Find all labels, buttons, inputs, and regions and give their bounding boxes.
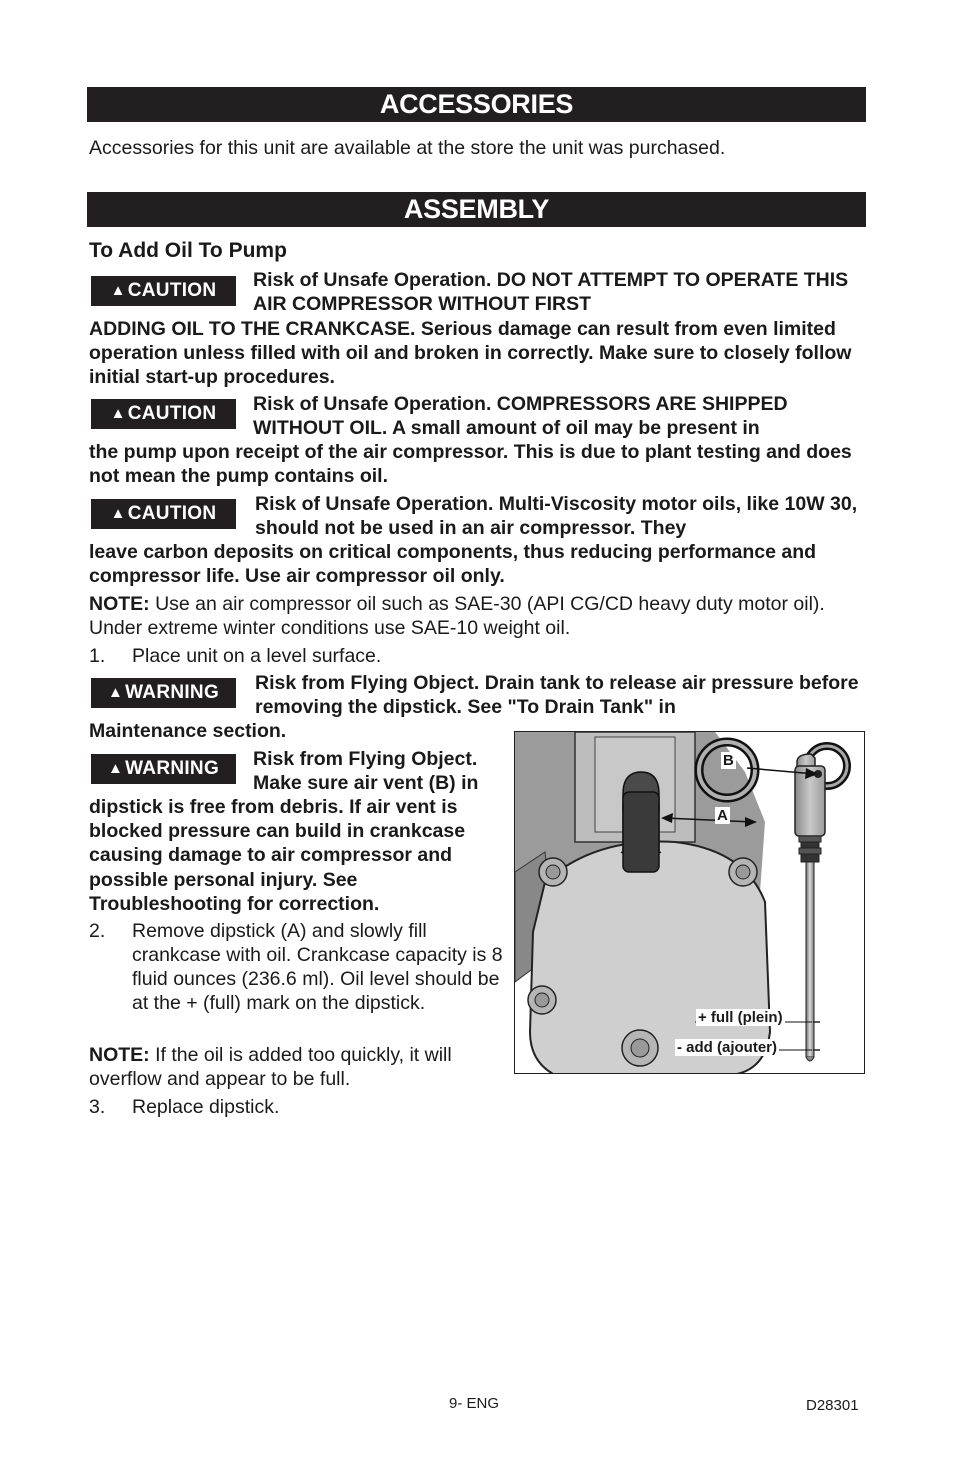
note-2: NOTE: If the oil is added too quickly, it will overflow and appear to be full.: [89, 1044, 452, 1090]
document-code: D28301: [806, 1397, 859, 1414]
warning-triangle-icon: ▲: [110, 505, 126, 522]
caution-3-lead: Risk of Unsafe Operation. Multi-Viscosity motor oils, like 10W 30, should not be used in an air compressor. They: [255, 493, 858, 540]
warning-2-rest: dipstick is free from debris. If air vent is blocked pressure can build in crankcase causing damage to air compressor and possible personal injury. See Troubleshooting for correction.: [89, 796, 466, 915]
label-b: B: [723, 752, 734, 769]
dipstick-detail: [795, 746, 847, 1061]
accessories-text: Accessories for this unit are available at the store the unit was purchased.: [89, 137, 726, 159]
accessories-heading: ACCESSORIES: [87, 87, 866, 122]
add-mark-label: - add (ajouter): [677, 1039, 777, 1056]
step-1: 1. Place unit on a level surface.: [89, 645, 382, 667]
caution-1-rest: ADDING OIL TO THE CRANKCASE. Serious damage can result from even limited operation unless filled with oil and broken in correctly. Make sure to closely follow initial start-up procedures.: [89, 318, 852, 389]
caution-3-rest: leave carbon deposits on critical components, thus reducing performance and compressor life. Use air compressor oil only.: [89, 541, 817, 588]
warning-triangle-icon: ▲: [107, 684, 124, 701]
caution-2-lead: Risk of Unsafe Operation. COMPRESSORS ARE SHIPPED WITHOUT OIL. A small amount of oil may be present in: [253, 393, 788, 440]
dipstick-figure: [514, 731, 865, 1074]
warning-1-lead: Risk from Flying Object. Drain tank to release air pressure before removing the dipstick. See "To Drain Tank" in: [255, 672, 859, 719]
caution-badge: ▲ CAUTION: [91, 276, 236, 306]
page-number: 9- ENG: [449, 1395, 500, 1412]
step-2: 2. Remove dipstick (A) and slowly fill crankcase with oil. Crankcase capacity is 8 fluid ounces (236.6 ml). Oil level should be at the + (full) mark on the dipstick.: [89, 920, 503, 1014]
caution-badge: ▲ CAUTION: [91, 399, 236, 429]
caution-2-rest: the pump upon receipt of the air compressor. This is due to plant testing and does not mean the pump contains oil.: [89, 441, 852, 488]
assembly-heading: ASSEMBLY: [87, 192, 866, 227]
caution-1-lead: Risk of Unsafe Operation. DO NOT ATTEMPT TO OPERATE THIS AIR COMPRESSOR WITHOUT FIRST: [253, 269, 849, 316]
caution-badge: ▲ CAUTION: [91, 499, 236, 529]
pump-dipstick-illustration: [515, 732, 865, 1074]
full-mark-label: + full (plein): [698, 1009, 783, 1026]
step-3: 3. Replace dipstick.: [89, 1096, 280, 1118]
warning-triangle-icon: ▲: [110, 405, 126, 422]
subheading: To Add Oil To Pump: [89, 239, 287, 262]
note-1: NOTE: Use an air compressor oil such as SAE-30 (API CG/CD heavy duty motor oil). Under extreme winter conditions use SAE-10 weight oil.: [89, 593, 825, 639]
warning-1-rest: Maintenance section.: [89, 720, 287, 742]
warning-badge: ▲ WARNING: [91, 678, 236, 708]
warning-badge: ▲ WARNING: [91, 754, 236, 784]
label-a: A: [717, 807, 728, 824]
warning-triangle-icon: ▲: [107, 760, 124, 777]
warning-triangle-icon: ▲: [110, 282, 126, 299]
warning-2-lead: Risk from Flying Object. Make sure air vent (B) in: [253, 748, 479, 795]
